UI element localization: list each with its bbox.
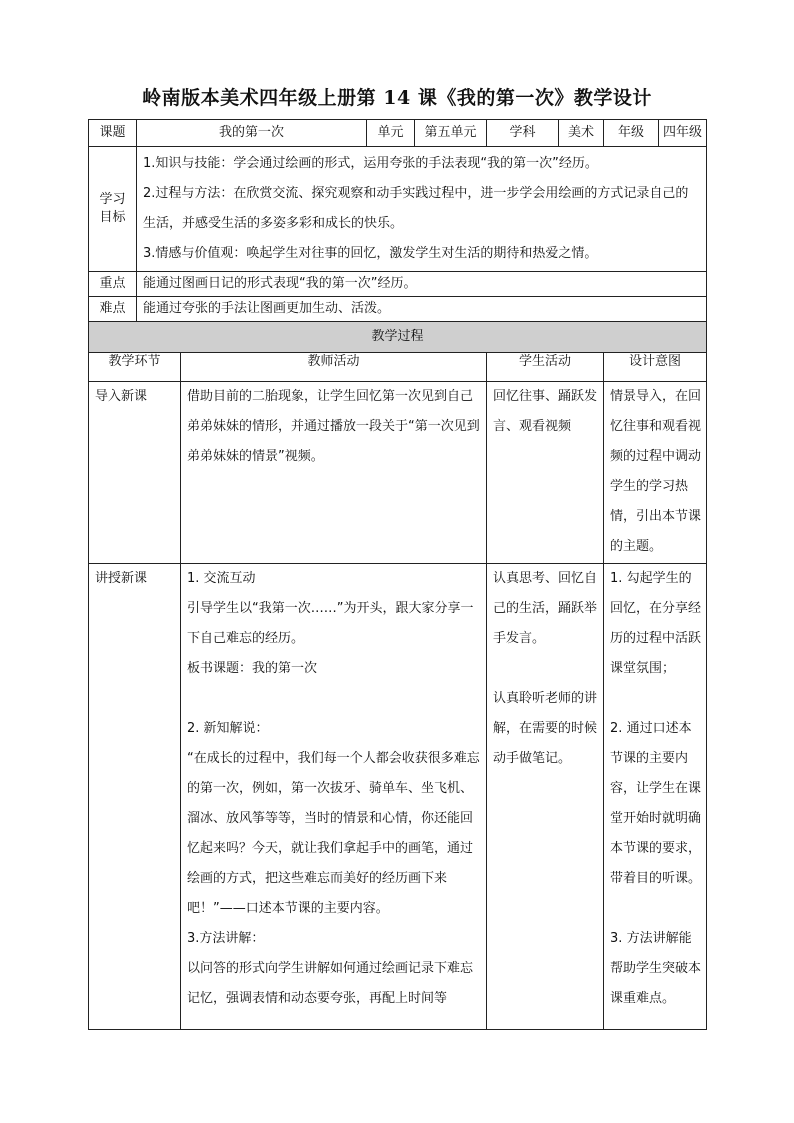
- process-header-row: [89, 322, 707, 353]
- stage-name: 讲授新课: [95, 571, 148, 586]
- goal-item: 3.情感与价值观：唤起学生对往事的回忆，激发学生对生活的期待和热爱之情。: [143, 246, 598, 261]
- unit-label: 单元: [367, 120, 415, 147]
- design-intent: 1. 勾起学生的回忆，在分享经历的过程中活跃课堂氛围；: [610, 571, 702, 676]
- info-row: [89, 120, 707, 147]
- stage-name: 导入新课: [95, 389, 148, 404]
- lesson-plan-table: [88, 119, 707, 1030]
- teacher-activity: 板书课题：我的第一次: [187, 661, 318, 676]
- design-intent-cell: [604, 382, 707, 564]
- difficulty-row: [89, 297, 707, 322]
- goals-row: [89, 147, 707, 272]
- student-activity: 认真聆听老师的讲解，在需要的时候动手做笔记。: [493, 691, 598, 766]
- design-intent: 3. 方法讲解能帮助学生突破本课重难点。: [610, 931, 702, 1006]
- blank-line: [610, 894, 702, 924]
- stage-cell: [89, 382, 181, 564]
- topic-value: 我的第一次: [137, 120, 367, 147]
- column-header: 教学环节: [89, 353, 181, 382]
- teacher-activity: 引导学生以“我第一次……”为开头，跟大家分享一下自己难忘的经历。: [187, 601, 474, 646]
- grade-label: 年级: [604, 120, 659, 147]
- table-row: [89, 382, 707, 564]
- blank-line: [187, 684, 482, 714]
- goal-item: 2.过程与方法：在欣赏交流、探究观察和动手实践过程中，进一步学会用绘画的方式记录自己的生活，并感受生活的多姿多彩和成长的快乐。: [143, 186, 689, 231]
- teacher-activity: 借助目前的二胎现象，让学生回忆第一次见到自己弟弟妹妹的情形，并通过播放一段关于“第一次见到弟弟妹妹的情景”视频。: [187, 389, 480, 464]
- column-header-row: [89, 353, 707, 382]
- grade-value: 四年级: [659, 120, 707, 147]
- design-intent-cell: [604, 564, 707, 1030]
- column-header: 设计意图: [604, 353, 707, 382]
- process-header: 教学过程: [89, 322, 707, 353]
- column-header: 学生活动: [487, 353, 604, 382]
- key-point-row: [89, 272, 707, 297]
- column-header: 教师活动: [181, 353, 487, 382]
- teacher-activity: 以问答的形式向学生讲解如何通过绘画记录下难忘记忆，强调表情和动态要夸张，再配上时间等: [187, 961, 474, 1006]
- key-point-text: 能通过图画日记的形式表现“我的第一次”经历。: [137, 272, 707, 297]
- teacher-activity-cell: [181, 564, 487, 1030]
- design-intent: 2. 通过口述本节课的主要内容，让学生在课堂开始时就明确本节课的要求，带着目的听课。: [610, 721, 702, 886]
- stage-cell: [89, 564, 181, 1030]
- student-activity-cell: [487, 564, 604, 1030]
- student-activity-cell: [487, 382, 604, 564]
- teacher-activity: “在成长的过程中，我们每一个人都会收获很多难忘的第一次，例如，第一次拔牙、骑单车、坐飞机、溜冰、放风筝等等，当时的情景和心情，你还能回忆起来吗？今天，就让我们拿起手中的画笔，通过绘画的方式，把这些难忘而美好的经历画下来吧！”——口述本节课的主要内容。: [187, 751, 480, 916]
- difficulty-text: 能通过夸张的手法让图画更加生动、活泼。: [137, 297, 707, 322]
- table-row: [89, 564, 707, 1030]
- difficulty-label: 难点: [89, 297, 137, 322]
- document-title: 岭南版本美术四年级上册第 14 课《我的第一次》教学设计: [142, 87, 652, 109]
- goal-item: 1.知识与技能：学会通过绘画的形式，运用夸张的手法表现“我的第一次”经历。: [143, 156, 598, 171]
- student-activity: 认真思考、回忆自己的生活，踊跃举手发言。: [493, 571, 598, 646]
- student-activity: 回忆往事、踊跃发言、观看视频: [493, 389, 598, 434]
- teacher-activity: 3.方法讲解：: [187, 931, 265, 946]
- teacher-activity: 1. 交流互动: [187, 571, 256, 586]
- topic-label: 课题: [89, 120, 137, 147]
- subject-label: 学科: [487, 120, 559, 147]
- subject-value: 美术: [559, 120, 604, 147]
- blank-line: [493, 654, 599, 684]
- teacher-activity: 2. 新知解说：: [187, 721, 269, 736]
- design-intent: 情景导入，在回忆往事和观看视频的过程中调动学生的学习热情，引出本节课的主题。: [610, 389, 702, 554]
- goals-label: 学习目标: [89, 147, 137, 272]
- blank-line: [610, 684, 702, 714]
- unit-value: 第五单元: [415, 120, 487, 147]
- key-point-label: 重点: [89, 272, 137, 297]
- goals-content: [137, 147, 707, 272]
- teacher-activity-cell: [181, 382, 487, 564]
